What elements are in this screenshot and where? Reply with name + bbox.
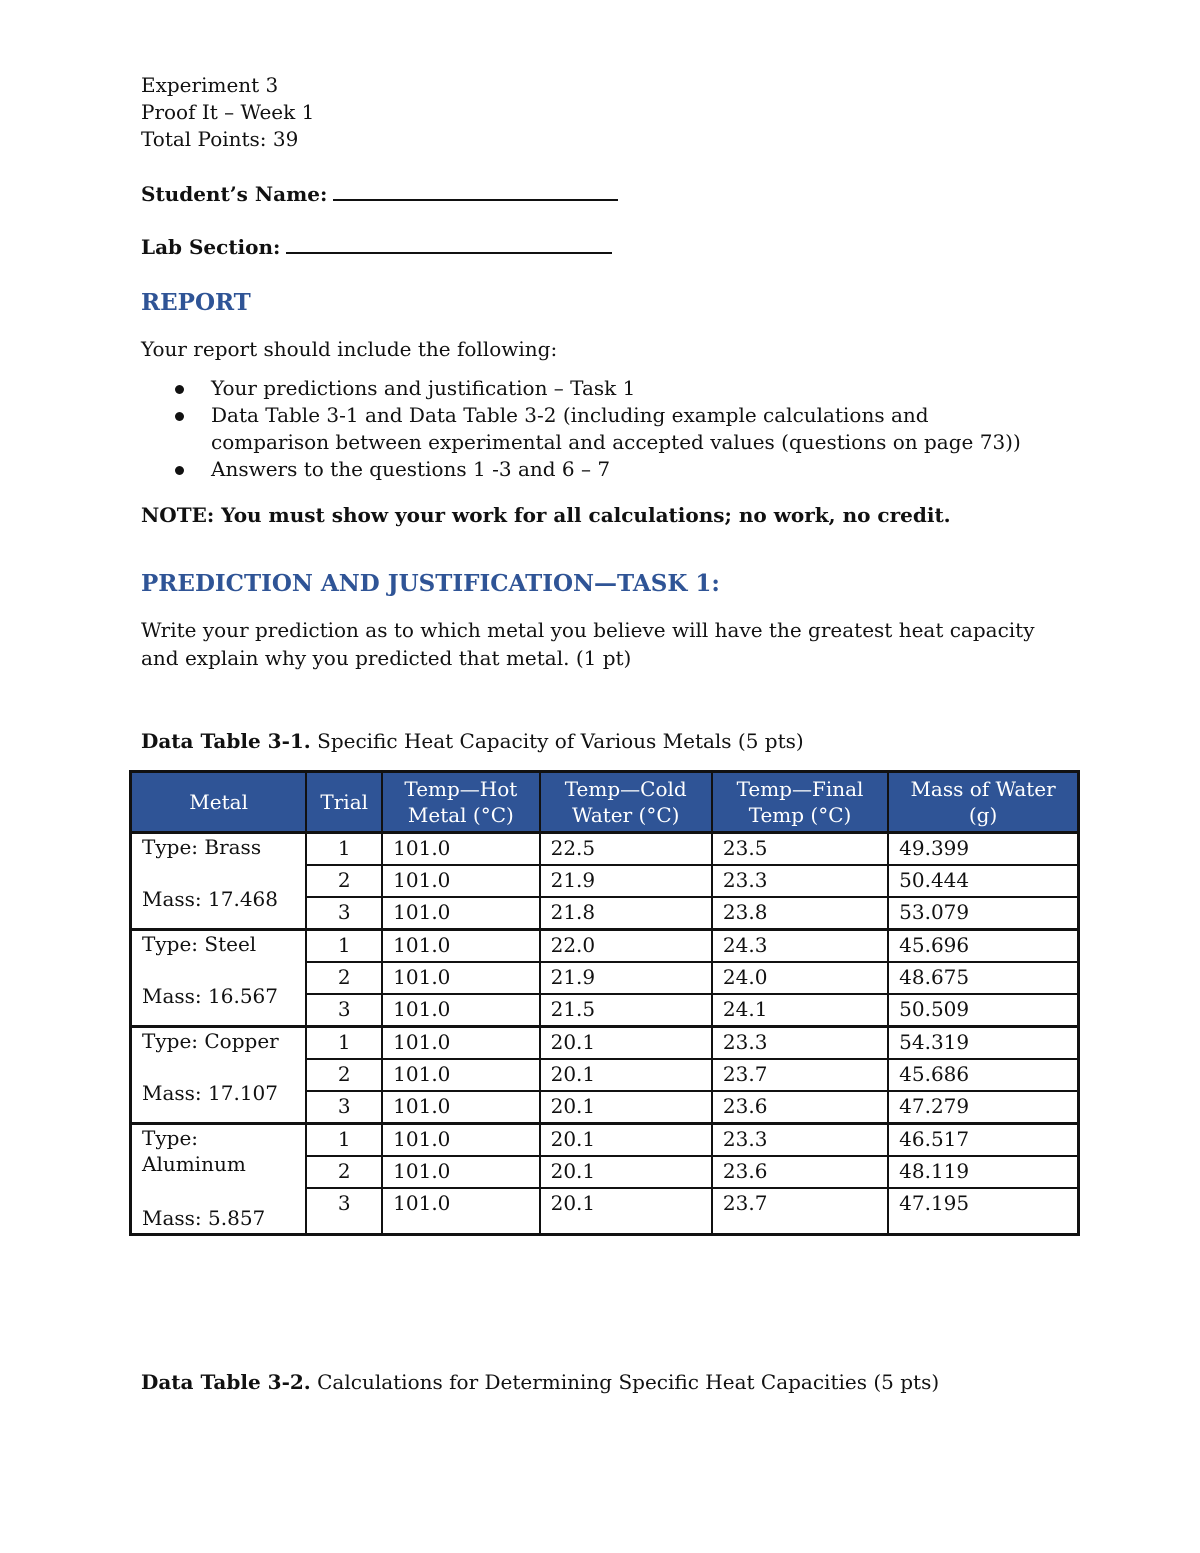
col-header-cold-water: Temp—Cold Water (°C) <box>540 772 712 833</box>
final-temp-cell: 23.5 <box>712 833 888 866</box>
trial-cell: 3 <box>306 1188 382 1235</box>
cold-water-cell: 20.1 <box>540 1156 712 1188</box>
note-text: NOTE: You must show your work for all calculations; no work, no credit. <box>141 503 951 527</box>
cold-water-cell: 20.1 <box>540 1027 712 1060</box>
student-name-label: Student’s Name: <box>141 182 328 206</box>
hot-metal-cell: 101.0 <box>382 1188 539 1235</box>
cold-water-cell: 21.9 <box>540 865 712 897</box>
trial-cell: 2 <box>306 865 382 897</box>
mass-water-cell: 45.696 <box>888 930 1078 963</box>
lab-section-blank[interactable] <box>286 234 612 254</box>
table-row <box>131 1124 1079 1157</box>
total-points: Total Points: 39 <box>141 127 299 151</box>
table2-caption-text: Calculations for Determining Specific Heat Capacities (5 pts) <box>310 1370 940 1394</box>
trial-cell: 1 <box>306 1124 382 1157</box>
data-table-3-1 <box>129 770 1080 1236</box>
mass-water-cell: 47.195 <box>888 1188 1078 1235</box>
final-temp-cell: 23.7 <box>712 1188 888 1235</box>
trial-cell: 1 <box>306 1027 382 1060</box>
trial-cell: 2 <box>306 962 382 994</box>
final-temp-cell: 23.7 <box>712 1059 888 1091</box>
final-temp-cell: 23.3 <box>712 1027 888 1060</box>
table1-caption-label: Data Table 3-1. <box>141 729 311 753</box>
trial-cell: 1 <box>306 930 382 963</box>
col-header-trial: Trial <box>306 772 382 833</box>
final-temp-cell: 24.0 <box>712 962 888 994</box>
metal-cell <box>131 833 307 930</box>
trial-cell: 2 <box>306 1059 382 1091</box>
mass-water-cell: 49.399 <box>888 833 1078 866</box>
col-header-hot-metal: Temp—Hot Metal (°C) <box>382 772 539 833</box>
experiment-title: Experiment 3 <box>141 73 279 97</box>
table1-caption-text: Specific Heat Capacity of Various Metals (5 pts) <box>310 729 804 753</box>
bullet-icon <box>175 385 184 394</box>
prediction-text: Write your prediction as to which metal you believe will have the greatest heat capacity and explain why you predicted that metal. (1 pt) <box>141 618 1035 670</box>
metal-cell <box>131 1124 307 1235</box>
table2-caption-label: Data Table 3-2. <box>141 1370 311 1394</box>
metal-type: Type: Copper <box>142 1029 279 1053</box>
hot-metal-cell: 101.0 <box>382 833 539 866</box>
cold-water-cell: 22.0 <box>540 930 712 963</box>
experiment-subtitle: Proof It – Week 1 <box>141 100 315 124</box>
lab-section-label: Lab Section: <box>141 235 281 259</box>
table-row <box>131 833 1079 866</box>
student-name-blank[interactable] <box>333 181 618 201</box>
mass-water-cell: 50.444 <box>888 865 1078 897</box>
table-row <box>131 930 1079 963</box>
mass-water-cell: 53.079 <box>888 897 1078 930</box>
final-temp-cell: 23.6 <box>712 1156 888 1188</box>
trial-cell: 3 <box>306 1091 382 1124</box>
mass-water-cell: 48.119 <box>888 1156 1078 1188</box>
hot-metal-cell: 101.0 <box>382 930 539 963</box>
cold-water-cell: 20.1 <box>540 1059 712 1091</box>
list-item: Your predictions and justification – Task 1 <box>141 375 1041 402</box>
mass-water-cell: 50.509 <box>888 994 1078 1027</box>
final-temp-cell: 23.3 <box>712 865 888 897</box>
table-row <box>131 1027 1079 1060</box>
report-intro: Your report should include the following: <box>141 337 558 361</box>
final-temp-cell: 23.3 <box>712 1124 888 1157</box>
col-header-metal: Metal <box>131 772 307 833</box>
cold-water-cell: 21.9 <box>540 962 712 994</box>
final-temp-cell: 24.3 <box>712 930 888 963</box>
table2-caption <box>141 1370 939 1394</box>
metal-mass: Mass: 5.857 <box>142 1206 266 1230</box>
mass-water-cell: 45.686 <box>888 1059 1078 1091</box>
trial-cell: 3 <box>306 994 382 1027</box>
report-requirements-list <box>141 375 1041 483</box>
cold-water-cell: 20.1 <box>540 1124 712 1157</box>
report-heading: REPORT <box>141 289 251 316</box>
metal-mass: Mass: 16.567 <box>142 984 279 1008</box>
trial-cell: 2 <box>306 1156 382 1188</box>
table1-caption <box>141 729 804 753</box>
hot-metal-cell: 101.0 <box>382 897 539 930</box>
hot-metal-cell: 101.0 <box>382 1059 539 1091</box>
cold-water-cell: 22.5 <box>540 833 712 866</box>
cold-water-cell: 20.1 <box>540 1188 712 1235</box>
bullet-icon <box>175 412 184 421</box>
hot-metal-cell: 101.0 <box>382 1027 539 1060</box>
cold-water-cell: 21.8 <box>540 897 712 930</box>
mass-water-cell: 46.517 <box>888 1124 1078 1157</box>
metal-mass: Mass: 17.468 <box>142 887 279 911</box>
hot-metal-cell: 101.0 <box>382 865 539 897</box>
col-header-mass-water: Mass of Water (g) <box>888 772 1078 833</box>
mass-water-cell: 54.319 <box>888 1027 1078 1060</box>
bullet-icon <box>175 466 184 475</box>
metal-cell <box>131 1027 307 1124</box>
final-temp-cell: 24.1 <box>712 994 888 1027</box>
cold-water-cell: 20.1 <box>540 1091 712 1124</box>
metal-cell <box>131 930 307 1027</box>
col-header-final-temp: Temp—Final Temp (°C) <box>712 772 888 833</box>
trial-cell: 1 <box>306 833 382 866</box>
metal-type: Type: Aluminum <box>142 1126 246 1176</box>
mass-water-cell: 48.675 <box>888 962 1078 994</box>
mass-water-cell: 47.279 <box>888 1091 1078 1124</box>
hot-metal-cell: 101.0 <box>382 1124 539 1157</box>
hot-metal-cell: 101.0 <box>382 962 539 994</box>
final-temp-cell: 23.8 <box>712 897 888 930</box>
list-item: Data Table 3-1 and Data Table 3-2 (including example calculations and comparison between experimental and accepted values (questions on page 73)) <box>141 402 1041 456</box>
list-item: Answers to the questions 1 -3 and 6 – 7 <box>141 456 1041 483</box>
student-name-field[interactable] <box>141 181 618 206</box>
hot-metal-cell: 101.0 <box>382 994 539 1027</box>
metal-type: Type: Steel <box>142 932 257 956</box>
hot-metal-cell: 101.0 <box>382 1156 539 1188</box>
lab-section-field[interactable] <box>141 234 612 259</box>
cold-water-cell: 21.5 <box>540 994 712 1027</box>
prediction-heading: PREDICTION AND JUSTIFICATION—TASK 1: <box>141 570 720 597</box>
final-temp-cell: 23.6 <box>712 1091 888 1124</box>
metal-type: Type: Brass <box>142 835 262 859</box>
hot-metal-cell: 101.0 <box>382 1091 539 1124</box>
table-header-row <box>131 772 1079 833</box>
trial-cell: 3 <box>306 897 382 930</box>
metal-mass: Mass: 17.107 <box>142 1081 279 1105</box>
